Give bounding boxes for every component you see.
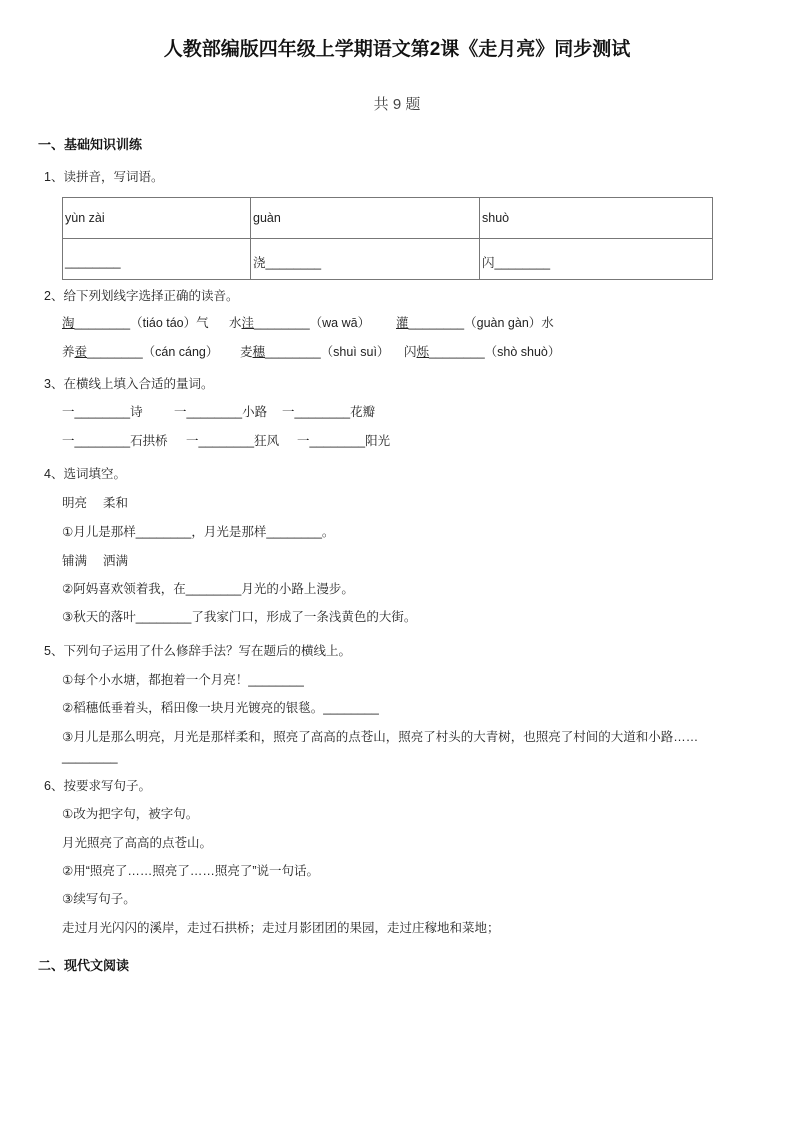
- task-line: 月光照亮了高高的点苍山。: [62, 836, 213, 850]
- answer-cell: ________: [63, 239, 251, 280]
- answer-row: [63, 239, 713, 280]
- underlined-character: 洼: [241, 316, 255, 330]
- pinyin-cell: shuò: [480, 198, 713, 239]
- reading-item: [229, 315, 370, 331]
- answer-cell: 闪________: [480, 239, 713, 280]
- item-options: ________（guàn gàn）水: [408, 316, 554, 330]
- item-options: ________（cán cáng）: [87, 345, 219, 359]
- item-options: ________（shò shuò）: [429, 345, 561, 359]
- fill-sentence: ①月儿是那样________，月光是那样________。: [62, 525, 335, 539]
- section-heading-reading: 二、现代文阅读: [38, 958, 130, 973]
- rhetoric-sentence: ②稻穗低垂着头，稻田像一块月光镀亮的银毯。________: [62, 701, 379, 715]
- question-3-prompt: 3、在横线上填入合适的量词。: [44, 377, 214, 391]
- pinyin-cell: yùn zài: [63, 198, 251, 239]
- underlined-character: 烁: [416, 345, 430, 359]
- underlined-character: 蚕: [74, 345, 88, 359]
- fill-sentence: ③秋天的落叶________了我家门口，形成了一条浅黄色的大街。: [62, 610, 417, 624]
- underlined-character: 淘: [62, 316, 75, 330]
- question-4-prompt: 4、选词填空。: [44, 467, 126, 481]
- measure-word-item: 一________小路: [174, 405, 268, 419]
- answer-cell: 浇________: [251, 239, 480, 280]
- pinyin-cell: guàn: [251, 198, 480, 239]
- page-title: 人教部编版四年级上学期语文第2课《走月亮》同步测试: [163, 39, 631, 60]
- question-6-prompt: 6、按要求写句子。: [44, 779, 151, 793]
- word-choice: 明亮: [62, 496, 88, 510]
- item-lead: 麦: [240, 345, 253, 359]
- task-line: 走过月光闪闪的溪岸，走过石拱桥；走过月影团团的果园，走过庄稼地和菜地；: [62, 921, 500, 935]
- item-options: ________（wa wā）: [254, 316, 371, 330]
- pinyin-table: [62, 197, 713, 280]
- task-line: ③续写句子。: [62, 892, 136, 906]
- task-line: ①改为把字句，被字句。: [62, 807, 199, 821]
- item-options: ________（tiáo táo）气: [74, 316, 209, 330]
- answer-blank: ________: [62, 750, 118, 764]
- item-lead: 水: [229, 316, 242, 330]
- task-line: ②用“照亮了……照亮了……照亮了”说一句话。: [62, 864, 320, 878]
- question-1-prompt: 1、读拼音，写词语。: [44, 170, 164, 184]
- question-5-prompt: 5、下列句子运用了什么修辞手法？写在题后的横线上。: [44, 644, 351, 658]
- word-choice: 柔和: [103, 496, 129, 510]
- measure-word-item: 一________阳光: [297, 434, 391, 448]
- reading-item: [62, 315, 209, 331]
- measure-word-item: 一________花瓣: [282, 405, 376, 419]
- reading-item: [240, 344, 389, 360]
- fill-sentence: ②阿妈喜欢领着我，在________月光的小路上漫步。: [62, 582, 354, 596]
- question-2-prompt: 2、给下列划线字选择正确的读音。: [44, 289, 239, 303]
- underlined-character: 灌: [396, 316, 409, 330]
- question-count: 共 9 题: [373, 96, 421, 113]
- measure-word-item: 一________诗: [62, 405, 143, 419]
- reading-item: [62, 344, 218, 360]
- item-lead: 养: [62, 345, 75, 359]
- rhetoric-sentence: ①每个小水塘，都抱着一个月亮！________: [62, 673, 304, 687]
- measure-word-item: 一________石拱桥: [62, 434, 168, 448]
- item-lead: 闪: [404, 345, 417, 359]
- word-choice: 洒满: [103, 554, 129, 568]
- word-choice: 铺满: [62, 554, 88, 568]
- underlined-character: 穗: [252, 345, 266, 359]
- item-options: ________（shuì suì）: [265, 345, 390, 359]
- rhetoric-sentence: ③月儿是那么明亮，月光是那样柔和，照亮了高高的点苍山，照亮了村头的大青树，也照亮了村间的大道和小路……: [62, 730, 699, 744]
- section-heading-basic: 一、基础知识训练: [38, 137, 143, 152]
- pinyin-row: [63, 198, 713, 239]
- measure-word-item: 一________狂风: [186, 434, 280, 448]
- reading-item: [396, 315, 554, 331]
- reading-item: [404, 344, 560, 360]
